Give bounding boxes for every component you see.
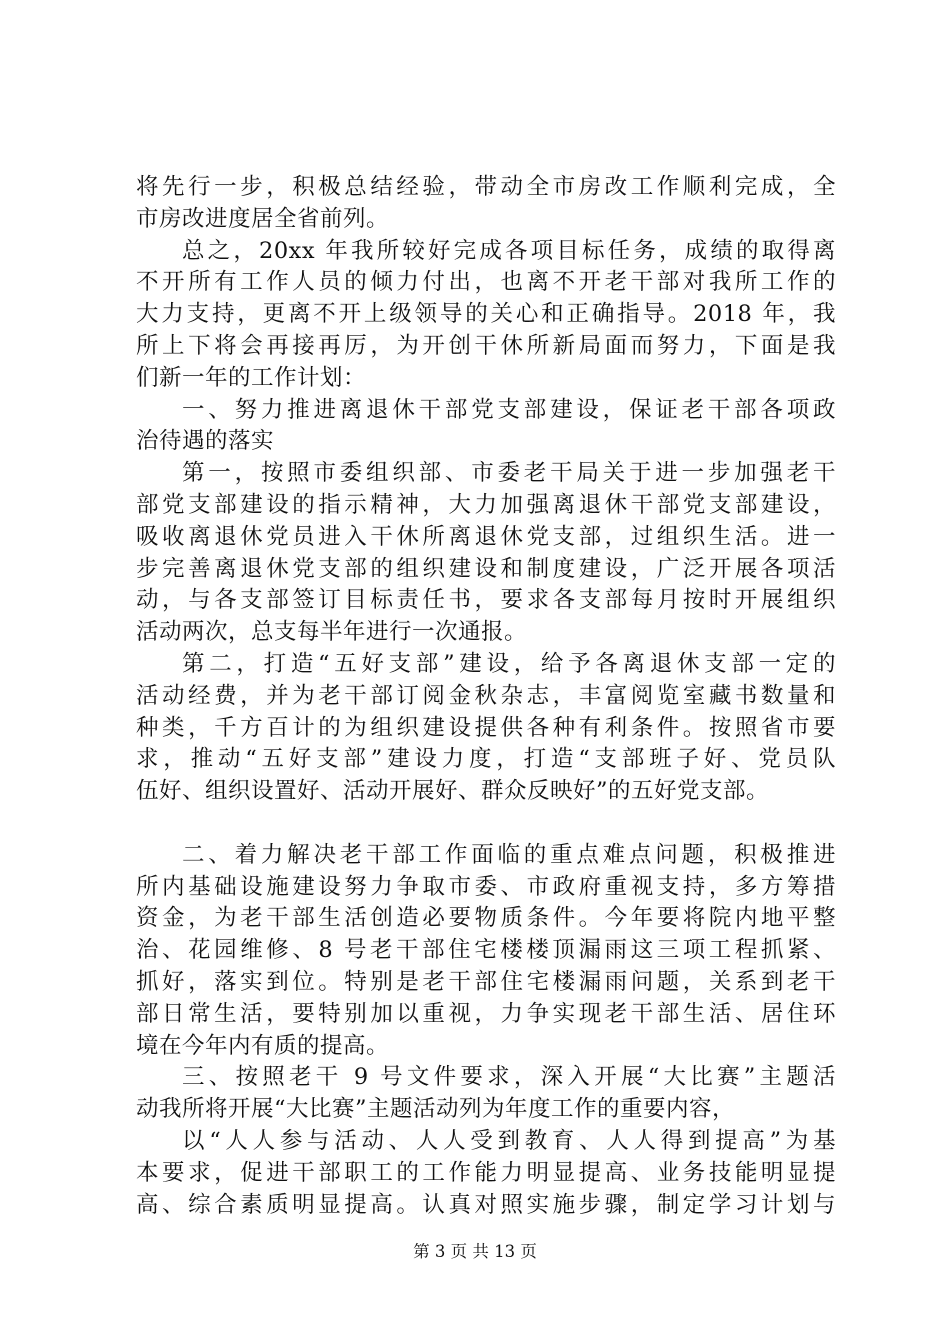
paragraph-start-line: 总之，20xx 年我所较好完成各项目标任务，成绩的取得离 xyxy=(182,237,836,264)
blank-line xyxy=(136,808,836,840)
text-line: 部党支部建设的指示精神，大力加强离退休干部党支部建设， xyxy=(136,491,836,518)
section-heading-line: 治待遇的落实 xyxy=(136,428,275,455)
section-heading-line: 动我所将开展“大比赛”主题活动列为年度工作的重要内容， xyxy=(136,1096,736,1123)
text-line: 治、花园维修、8 号老干部住宅楼楼顶漏雨这三项工程抓紧、 xyxy=(136,937,836,964)
paragraph-start-line: 第二，打造“五好支部”建设，给予各离退休支部一定的 xyxy=(182,650,836,677)
text-line: 求，推动“五好支部”建设力度，打造“支部班子好、党员队 xyxy=(136,746,836,773)
text-line: 吸收离退休党员进入干休所离退休党支部，过组织生活。进一 xyxy=(136,523,836,550)
section-heading-line: 一、努力推进离退休干部党支部建设，保证老干部各项政 xyxy=(182,396,836,423)
text-line: 所内基础设施建设努力争取市委、市政府重视支持，多方筹措 xyxy=(136,873,836,900)
text-line: 高、综合素质明显提高。认真对照实施步骤，制定学习计划与 xyxy=(136,1191,836,1218)
body-text xyxy=(136,172,836,1221)
text-line: 资金，为老干部生活创造必要物质条件。今年要将院内地平整 xyxy=(136,905,836,932)
text-line: 步完善离退休党支部的组织建设和制度建设，广泛开展各项活 xyxy=(136,555,836,582)
text-line: 将先行一步，积极总结经验，带动全市房改工作顺利完成，全 xyxy=(136,174,836,200)
page-number-footer: 第 3 页 共 13 页 xyxy=(413,1242,537,1261)
text-line: 抓好，落实到位。特别是老干部住宅楼漏雨问题，关系到老干 xyxy=(136,968,836,995)
text-line: 境在今年内有质的提高。 xyxy=(136,1032,390,1059)
text-line: 动，与各支部签订目标责任书，要求各支部每月按时开展组织 xyxy=(136,587,836,614)
text-line: 们新一年的工作计划： xyxy=(136,364,367,391)
paragraph-start-line: 第一，按照市委组织部、市委老干局关于进一步加强老干 xyxy=(182,460,836,487)
text-line: 所上下将会再接再厉，为开创干休所新局面而努力，下面是我 xyxy=(136,332,836,359)
paragraph-start-line: 以“人人参与活动、人人受到教育、人人得到提高”为基 xyxy=(182,1127,836,1154)
text-line: 部日常生活，要特别加以重视，力争实现老干部生活、居住环 xyxy=(136,1000,836,1027)
text-line: 市房改进度居全省前列。 xyxy=(136,205,390,232)
text-line: 种类，千方百计的为组织建设提供各种有利条件。按照省市要 xyxy=(136,714,836,741)
section-heading-line: 三、按照老干 9 号文件要求，深入开展“大比赛”主题活 xyxy=(182,1064,836,1091)
text-line: 伍好、组织设置好、活动开展好、群众反映好”的五好党支部。 xyxy=(136,778,770,805)
text-line: 不开所有工作人员的倾力付出，也离不开老干部对我所工作的 xyxy=(136,269,836,296)
text-line: 活动两次，总支每半年进行一次通报。 xyxy=(136,619,528,646)
text-line: 活动经费，并为老干部订阅金秋杂志，丰富阅览室藏书数量和 xyxy=(136,682,836,709)
text-line: 大力支持，更离不开上级领导的关心和正确指导。2018 年，我 xyxy=(136,301,836,328)
section-heading-line: 二、着力解决老干部工作面临的重点难点问题，积极推进 xyxy=(182,841,836,868)
text-line: 本要求，促进干部职工的工作能力明显提高、业务技能明显提 xyxy=(136,1159,836,1186)
